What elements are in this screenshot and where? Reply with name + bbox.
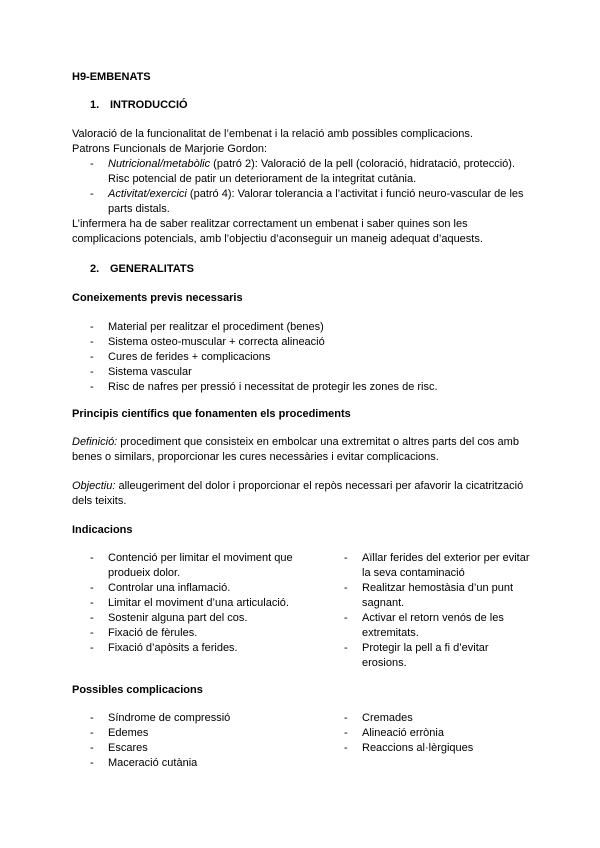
intro-closing-paragraph: L’infermera ha de saber realitzar correctament un embenat i saber quines son les complicacions potencials, amb l’objectiu d’aconseguir un maneig adequat d’aquests.: [72, 218, 483, 245]
complications-list-left: [72, 711, 326, 771]
list-item: [72, 187, 534, 217]
list-item: - Sostenir alguna part del cos.: [72, 611, 326, 626]
list-item: - Sistema vascular: [72, 365, 534, 380]
list-item: - Risc de nafres per pressió i necessitat de protegir les zones de risc.: [72, 380, 534, 395]
definition-text: procediment que consisteix en embolcar una extremitat o altres parts del cos amb benes o similars, proporcionar les cures necessàries i evitar complicacions.: [72, 436, 519, 463]
definition-paragraph: [72, 435, 534, 465]
pattern-text: (patró 2): Valoració de la pell (coloració, hidratació, protecció). Risc potencial de patir un deteriorament de la integritat cutània.: [108, 158, 515, 185]
section-1-title: INTRODUCCIÓ: [110, 99, 188, 111]
section-2-title: GENERALITATS: [110, 263, 194, 275]
objective-label: Objectiu:: [72, 480, 116, 492]
list-item: - Maceració cutània: [72, 756, 326, 771]
complications-heading: Possibles complicacions: [72, 684, 203, 696]
list-item: - Cures de ferides + complicacions: [72, 350, 534, 365]
gordon-patterns-label: Patrons Funcionals de Marjorie Gordon:: [72, 143, 268, 155]
list-item: [72, 157, 534, 187]
list-item: - Edemes: [72, 726, 326, 741]
complications-columns: [72, 711, 534, 771]
list-item: - Realitzar hemostàsia d’un punt sagnant.: [326, 581, 534, 611]
objective-text: alleugeriment del dolor i proporcionar el repòs necessari per afavorir la cicatrització dels teixits.: [72, 480, 524, 507]
pattern-label: Activitat/exercici: [108, 188, 187, 200]
list-item: - Síndrome de compressió: [72, 711, 326, 726]
list-item: - Cremades: [326, 711, 534, 726]
section-2-heading: [72, 262, 534, 276]
pattern-label: Nutricional/metabòlic: [108, 158, 211, 170]
document-title: H9-EMBENATS: [72, 71, 151, 83]
list-item: - Fixació d’apòsits a ferides.: [72, 641, 326, 656]
complications-list-right: [326, 711, 534, 771]
list-item: - Fixació de fèrules.: [72, 626, 326, 641]
list-item: - Reaccions al·lèrgiques: [326, 741, 534, 756]
document-page: [72, 70, 534, 771]
intro-paragraph: Valoració de la funcionalitat de l’embenat i la relació amb possibles complicacions.: [72, 128, 473, 140]
section-2-number: 2.: [90, 263, 100, 275]
indications-heading: Indicacions: [72, 524, 133, 536]
prev-knowledge-heading: Coneixements previs necessaris: [72, 292, 243, 304]
list-item: - Alineació errònia: [326, 726, 534, 741]
indications-columns: [72, 551, 534, 671]
definition-label: Definició:: [72, 436, 118, 448]
list-item: - Activar el retorn venós de les extremitats.: [326, 611, 534, 641]
list-item: - Protegir la pell a fi d’evitar erosions.: [326, 641, 534, 671]
prev-knowledge-list: [72, 320, 534, 395]
list-item: - Escares: [72, 741, 326, 756]
section-1-number: 1.: [90, 99, 100, 111]
list-item: - Contenció per limitar el moviment que produeix dolor.: [72, 551, 326, 581]
gordon-patterns-list: [72, 157, 534, 217]
list-item: - Controlar una inflamació.: [72, 581, 326, 596]
scientific-principles-heading: Principis científics que fonamenten els procediments: [72, 408, 351, 420]
section-1-heading: [72, 98, 534, 112]
pattern-text: (patró 4): Valorar tolerancia a l’activitat i funció neuro-vascular de les parts distals.: [108, 188, 524, 215]
list-item: - Material per realitzar el procediment (benes): [72, 320, 534, 335]
list-item: - Aïllar ferides del exterior per evitar la seva contaminació: [326, 551, 534, 581]
list-item: - Sistema osteo-muscular + correcta alineació: [72, 335, 534, 350]
list-item: - Limitar el moviment d’una articulació.: [72, 596, 326, 611]
indications-list-right: [326, 551, 534, 671]
objective-paragraph: [72, 479, 534, 509]
indications-list-left: [72, 551, 326, 671]
